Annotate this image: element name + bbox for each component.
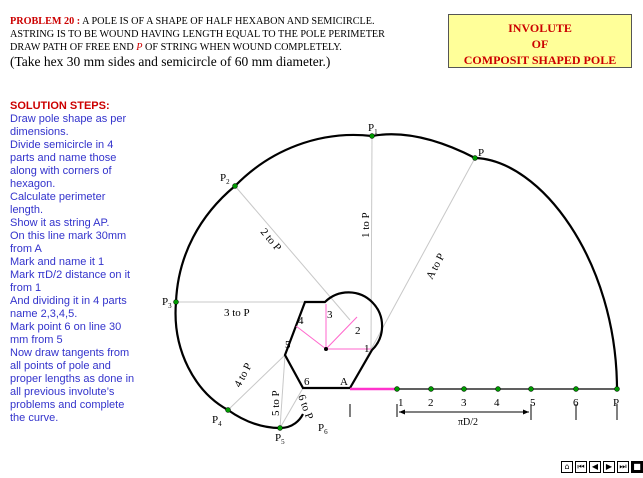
label-curve-p5: $P_5$ — [275, 432, 285, 446]
label-tangent-a-to-p: A to P — [424, 251, 448, 282]
label-pole-6: 6 — [304, 376, 310, 388]
step-9: Mark point 6 on line 30 mm from 5 — [10, 321, 122, 346]
problem-note: (Take hex 30 mm sides and semicircle of 60 mm diameter.) — [10, 54, 331, 69]
previous-page-icon[interactable]: ◀ — [589, 461, 601, 473]
step-8: And dividing it in 4 parts name 2,3,4,5. — [10, 295, 127, 320]
label-tangent-6-to-p: 6 to P — [295, 392, 316, 422]
label-pole-5: 5 — [285, 339, 291, 351]
last-page-icon[interactable]: ⏭ — [617, 461, 629, 473]
label-pole-a: A — [340, 376, 348, 388]
solution-heading: SOLUTION STEPS: — [10, 100, 110, 112]
home-icon[interactable]: ⌂ — [561, 461, 573, 473]
problem-point-p: P — [136, 42, 143, 53]
step-1: Draw pole shape as per dimensions. — [10, 113, 127, 138]
label-tangent-2-to-p: 2 to P — [257, 226, 284, 254]
label-mark-1: 1 — [398, 397, 404, 409]
pole-shape — [285, 292, 382, 388]
label-tangent-4-to-p: 4 to P — [232, 361, 255, 390]
title-line-1: INVOLUTE — [508, 21, 572, 35]
problem-line-3a: DRAW PATH OF FREE END — [10, 42, 137, 53]
label-mark-4: 4 — [494, 397, 500, 409]
problem-line-2: ASTRING IS TO BE WOUND HAVING LENGTH EQUAL TO THE POLE PERIMETER — [10, 29, 385, 40]
label-mark-6: 6 — [573, 397, 579, 409]
dot-curve-p3 — [174, 300, 179, 305]
label-mark-3: 3 — [461, 397, 467, 409]
label-curve-p4: $P_4$ — [212, 414, 222, 428]
label-tangent-5-to-p: 5 to P — [270, 390, 282, 416]
dot-curve-p4 — [226, 408, 231, 413]
title-line-3: COMPOSIT SHAPED POLE — [463, 53, 617, 67]
step-2: Divide semicircle in 4 parts and name those along with corners of hexagon. — [10, 139, 117, 190]
label-mark-p: P — [613, 397, 620, 409]
step-6: Mark and name it 1 — [10, 256, 105, 268]
step-3: Calculate perimeter length. — [10, 191, 106, 216]
problem-line-1: A POLE IS OF A SHAPE OF HALF HEXABON AND SEMICIRCLE. — [80, 16, 375, 27]
title-line-2: OF — [531, 37, 549, 51]
pole-outline — [285, 292, 382, 388]
dot-1 — [395, 387, 400, 392]
label-curve-p: P — [478, 147, 485, 159]
dot-p — [615, 387, 620, 392]
dot-6 — [574, 387, 579, 392]
label-mark-5: 5 — [530, 397, 536, 409]
dot-curve-p2 — [233, 184, 238, 189]
dot-5 — [529, 387, 534, 392]
label-tangent-1-to-p: 1 to P — [360, 212, 372, 238]
label-pole-1: 1 — [364, 343, 370, 355]
dot-curve-p — [473, 156, 478, 161]
dot-3 — [462, 387, 467, 392]
step-5: On this line mark 30mm from A — [10, 230, 127, 255]
label-curve-p3: $P_3$ — [162, 296, 172, 310]
label-pole-3: 3 — [327, 309, 333, 321]
label-tangent-3-to-p: 3 to P — [224, 307, 250, 319]
dot-2 — [429, 387, 434, 392]
step-4: Show it as string AP. — [10, 217, 110, 229]
first-page-icon[interactable]: ⏮ — [575, 461, 587, 473]
label-pole-2: 2 — [355, 325, 361, 337]
label-pole-4: 4 — [298, 315, 304, 327]
problem-line-3b: OF STRING WHEN WOUND COMPLETELY. — [142, 42, 342, 53]
dot-curve-p5 — [278, 426, 283, 431]
label-mark-2: 2 — [428, 397, 434, 409]
end-show-icon[interactable]: ■ — [631, 461, 643, 473]
dimension-label: πD/2 — [458, 417, 479, 428]
tangent-line-1 — [371, 136, 372, 350]
dot-4 — [496, 387, 501, 392]
label-curve-p6: $P_6$ — [318, 422, 328, 436]
label-curve-p2: $P_2$ — [220, 172, 230, 186]
tangent-line-2 — [235, 186, 350, 320]
step-10: Now draw tangents from all points of pole and proper lengths as done in all previous involute’s problems and complete the curve. — [10, 347, 135, 424]
problem-label: PROBLEM 20 : — [10, 16, 81, 27]
next-page-icon[interactable]: ▶ — [603, 461, 615, 473]
slide-navigation — [561, 461, 643, 475]
pole-center-point — [324, 347, 328, 351]
label-curve-p1: $P_1$ — [368, 122, 378, 136]
step-7: Mark πD/2 distance on it from 1 — [10, 269, 131, 294]
